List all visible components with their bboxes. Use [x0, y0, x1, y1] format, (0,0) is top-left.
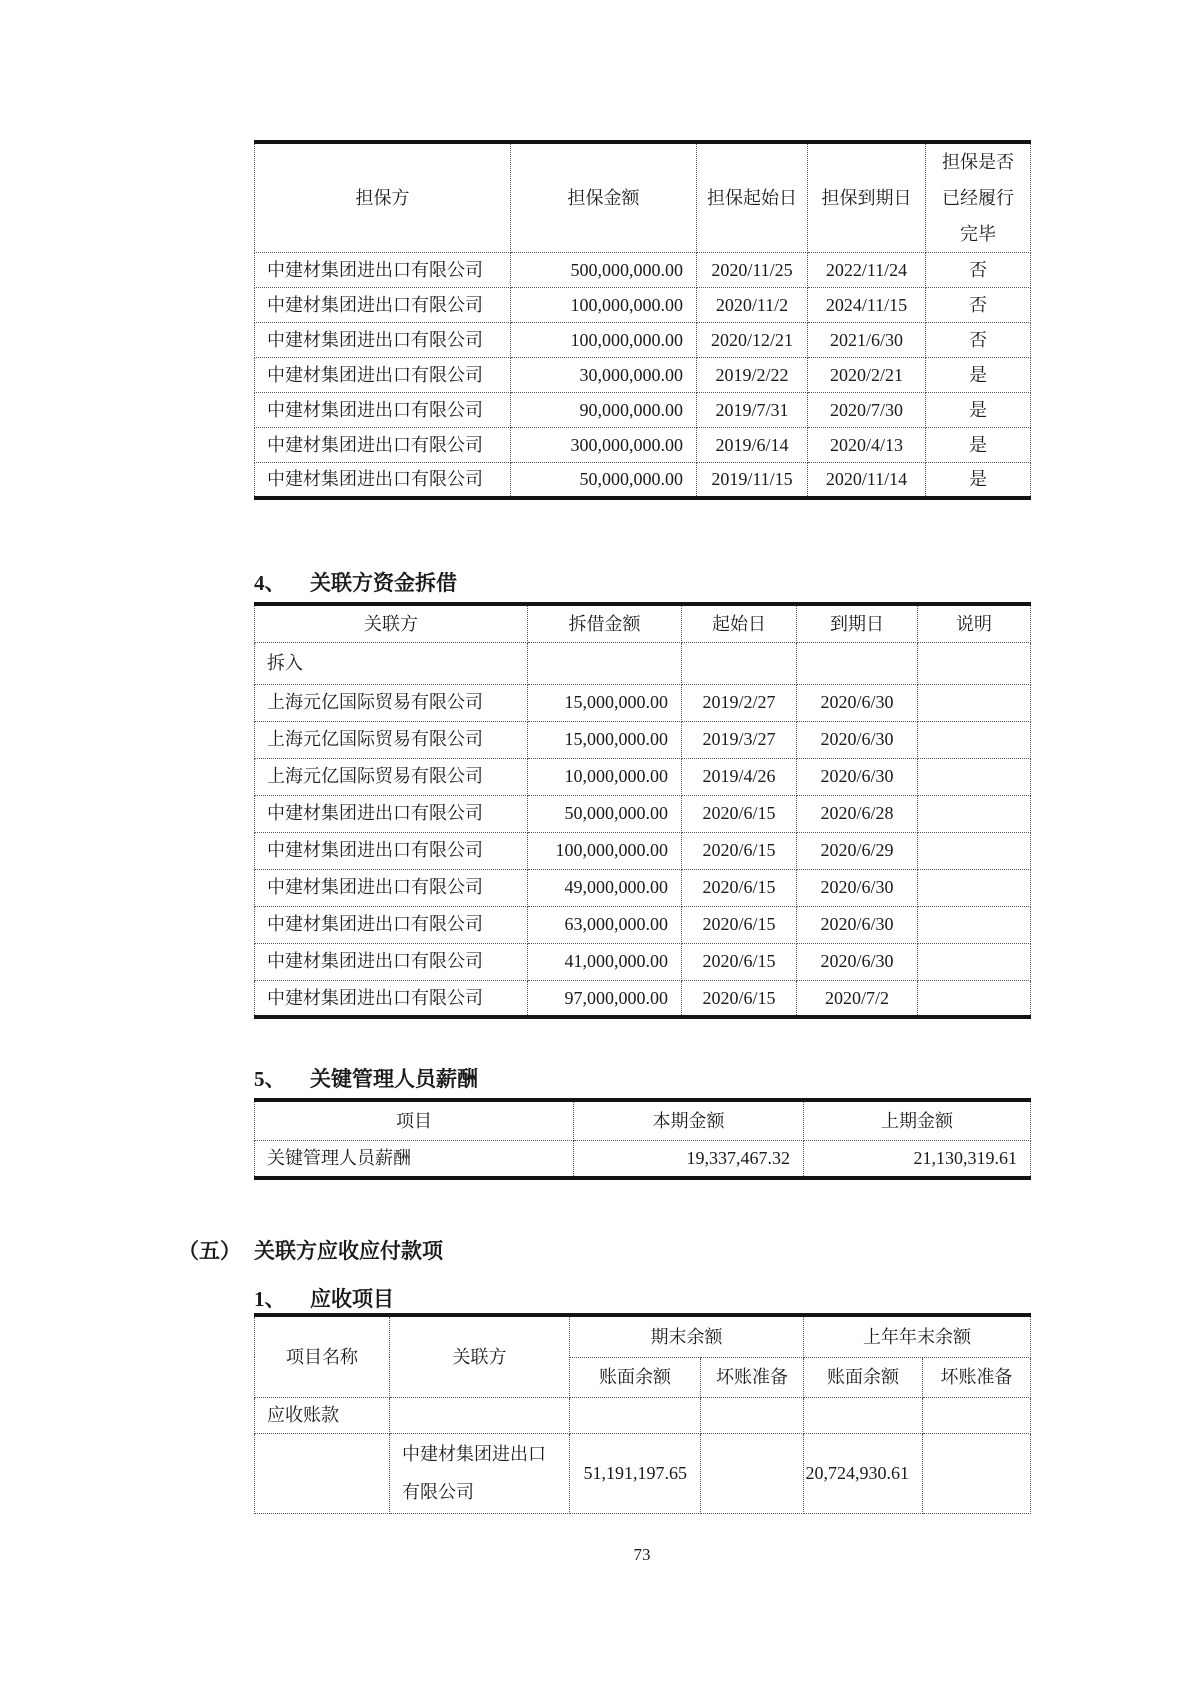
cell-fulfilled: 否: [926, 323, 1031, 358]
cell-end-date: 2020/6/30: [797, 758, 918, 795]
header-line: 已经履行: [942, 188, 1014, 208]
cell-end-date: 2020/6/30: [797, 906, 918, 943]
cell-note: [918, 721, 1031, 758]
cell-prior-amount: 21,130,319.61: [804, 1140, 1031, 1178]
section-1-heading: [254, 1286, 394, 1312]
cell-party: 中建材集团进出口有限公司: [255, 832, 528, 869]
cell-end-date: 2020/7/30: [808, 393, 926, 428]
guarantee-table: [254, 140, 1031, 500]
cell-fulfilled: 是: [926, 393, 1031, 428]
cell-party: 中建材集团进出口有限公司: [255, 323, 511, 358]
cell-start-date: 2020/11/2: [697, 288, 808, 323]
cell-start-date: 2020/12/21: [697, 323, 808, 358]
cell-fulfilled: 否: [926, 288, 1031, 323]
cell-note: [918, 943, 1031, 980]
cell-start-date: 2019/2/27: [682, 684, 797, 721]
cell-start-date: 2019/7/31: [697, 393, 808, 428]
cell-end-date: 2020/11/14: [808, 463, 926, 498]
lending-header-party: 关联方: [255, 604, 528, 642]
cell-note: [918, 684, 1031, 721]
subheader-ending-book: 账面余额: [570, 1357, 701, 1397]
section-number: 1、: [254, 1287, 286, 1311]
guarantee-header-party: 担保方: [255, 142, 511, 253]
guarantee-row: [255, 428, 1031, 463]
cell-amount: 100,000,000.00: [511, 288, 697, 323]
cell-empty: [923, 1397, 1031, 1433]
cell-end-date: 2020/2/21: [808, 358, 926, 393]
cell-end-date: 2020/6/30: [797, 943, 918, 980]
header-line: 担保是否: [942, 152, 1014, 172]
receivables-row: [255, 1433, 1031, 1513]
cell-note: [918, 832, 1031, 869]
cell-category: 应收账款: [255, 1397, 390, 1433]
cell-prior-book-balance: 20,724,930.61: [804, 1433, 923, 1513]
cell-start-date: 2019/2/22: [697, 358, 808, 393]
cell-empty: [528, 642, 682, 684]
cell-note: [918, 906, 1031, 943]
lending-row: [255, 684, 1031, 721]
cell-fulfilled: 否: [926, 253, 1031, 288]
cell-start-date: 2019/3/27: [682, 721, 797, 758]
section-number: 5、: [254, 1067, 286, 1091]
lending-row: [255, 795, 1031, 832]
guarantee-row: [255, 358, 1031, 393]
section-five-heading: [178, 1238, 443, 1264]
cell-end-date: 2022/11/24: [808, 253, 926, 288]
cell-end-date: 2020/6/30: [797, 869, 918, 906]
cell-party: 上海元亿国际贸易有限公司: [255, 684, 528, 721]
receivables-header-prior-group: 上年年末余额: [804, 1315, 1031, 1357]
cell-party: 上海元亿国际贸易有限公司: [255, 758, 528, 795]
cell-ending-book-balance: 51,191,197.65: [570, 1433, 701, 1513]
cell-party: 中建材集团进出口有限公司: [255, 906, 528, 943]
party-line: 中建材集团进出口: [402, 1444, 546, 1464]
cell-amount: 15,000,000.00: [528, 684, 682, 721]
receivables-header-row-groups: [255, 1315, 1031, 1357]
lending-row: [255, 943, 1031, 980]
cell-group-label: 拆入: [255, 642, 528, 684]
lending-row: [255, 758, 1031, 795]
section-title: 关联方应收应付款项: [254, 1239, 443, 1263]
cell-party: 中建材集团进出口有限公司: [255, 795, 528, 832]
cell-party: 中建材集团进出口有限公司: [255, 288, 511, 323]
cell-start-date: 2020/11/25: [697, 253, 808, 288]
cell-amount: 50,000,000.00: [528, 795, 682, 832]
cell-empty: [804, 1397, 923, 1433]
cell-start-date: 2020/6/15: [682, 943, 797, 980]
cell-end-date: 2020/6/28: [797, 795, 918, 832]
cell-ending-bad-debt: [701, 1433, 804, 1513]
lending-group-row: [255, 642, 1031, 684]
subheader-prior-bad: 坏账准备: [923, 1357, 1031, 1397]
compensation-header-prior: 上期金额: [804, 1100, 1031, 1140]
lending-row: [255, 721, 1031, 758]
cell-party: 中建材集团进出口有限公司: [255, 253, 511, 288]
subheader-ending-bad: 坏账准备: [701, 1357, 804, 1397]
cell-party: 中建材集团进出口有限公司: [255, 393, 511, 428]
receivables-header-item: 项目名称: [255, 1315, 390, 1397]
cell-fulfilled: 是: [926, 428, 1031, 463]
cell-amount: 90,000,000.00: [511, 393, 697, 428]
compensation-header-current: 本期金额: [574, 1100, 804, 1140]
cell-party: 中建材集团进出口有限公司: [255, 943, 528, 980]
cell-empty: [797, 642, 918, 684]
guarantee-row: [255, 393, 1031, 428]
receivables-header-ending-group: 期末余额: [570, 1315, 804, 1357]
cell-note: [918, 795, 1031, 832]
cell-amount: 30,000,000.00: [511, 358, 697, 393]
cell-party: 中建材集团进出口有限公司: [255, 463, 511, 498]
section-number: 4、: [254, 571, 286, 595]
cell-end-date: 2021/6/30: [808, 323, 926, 358]
section-4-heading: [254, 570, 457, 596]
cell-fulfilled: 是: [926, 358, 1031, 393]
subheader-prior-book: 账面余额: [804, 1357, 923, 1397]
cell-amount: 100,000,000.00: [528, 832, 682, 869]
cell-fulfilled: 是: [926, 463, 1031, 498]
guarantee-header-end: 担保到期日: [808, 142, 926, 253]
lending-header-amount: 拆借金额: [528, 604, 682, 642]
cell-amount: 63,000,000.00: [528, 906, 682, 943]
guarantee-header-start: 担保起始日: [697, 142, 808, 253]
guarantee-row: [255, 288, 1031, 323]
cell-party: [390, 1433, 570, 1513]
section-title: 关键管理人员薪酬: [310, 1067, 478, 1091]
cell-item: 关键管理人员薪酬: [255, 1140, 574, 1178]
cell-start-date: 2019/4/26: [682, 758, 797, 795]
cell-current-amount: 19,337,467.32: [574, 1140, 804, 1178]
page-number: 73: [633, 1545, 651, 1564]
cell-empty: [701, 1397, 804, 1433]
cell-amount: 15,000,000.00: [528, 721, 682, 758]
lending-row: [255, 906, 1031, 943]
section-5-heading: [254, 1066, 478, 1092]
cell-prior-bad-debt: [923, 1433, 1031, 1513]
lending-header-row: [255, 604, 1031, 642]
cell-note: [918, 980, 1031, 1017]
cell-amount: 49,000,000.00: [528, 869, 682, 906]
header-line: 完毕: [960, 224, 996, 244]
cell-end-date: 2020/6/29: [797, 832, 918, 869]
section-title: 应收项目: [310, 1287, 394, 1311]
cell-start-date: 2019/11/15: [697, 463, 808, 498]
cell-empty: [570, 1397, 701, 1433]
lending-header-note: 说明: [918, 604, 1031, 642]
cell-start-date: 2020/6/15: [682, 869, 797, 906]
cell-end-date: 2020/6/30: [797, 721, 918, 758]
receivables-category-row: [255, 1397, 1031, 1433]
cell-amount: 300,000,000.00: [511, 428, 697, 463]
cell-party: 中建材集团进出口有限公司: [255, 869, 528, 906]
lending-row: [255, 832, 1031, 869]
cell-note: [918, 758, 1031, 795]
cell-end-date: 2020/6/30: [797, 684, 918, 721]
cell-note: [918, 869, 1031, 906]
cell-empty: [918, 642, 1031, 684]
cell-amount: 97,000,000.00: [528, 980, 682, 1017]
guarantee-header-row: [255, 142, 1031, 253]
lending-row: [255, 980, 1031, 1017]
cell-amount: 41,000,000.00: [528, 943, 682, 980]
guarantee-row: [255, 463, 1031, 498]
cell-party: 上海元亿国际贸易有限公司: [255, 721, 528, 758]
cell-party: 中建材集团进出口有限公司: [255, 980, 528, 1017]
lending-row: [255, 869, 1031, 906]
compensation-table: [254, 1098, 1031, 1180]
cell-amount: 10,000,000.00: [528, 758, 682, 795]
compensation-row: [255, 1140, 1031, 1178]
lending-header-end: 到期日: [797, 604, 918, 642]
cell-start-date: 2020/6/15: [682, 832, 797, 869]
section-title: 关联方资金拆借: [310, 571, 457, 595]
cell-empty: [255, 1433, 390, 1513]
cell-start-date: 2020/6/15: [682, 795, 797, 832]
cell-end-date: 2020/4/13: [808, 428, 926, 463]
cell-party: 中建材集团进出口有限公司: [255, 428, 511, 463]
cell-amount: 500,000,000.00: [511, 253, 697, 288]
cell-start-date: 2019/6/14: [697, 428, 808, 463]
cell-end-date: 2020/7/2: [797, 980, 918, 1017]
compensation-header-row: [255, 1100, 1031, 1140]
cell-empty: [682, 642, 797, 684]
lending-table: [254, 602, 1031, 1019]
section-number: （五）: [178, 1239, 241, 1263]
cell-start-date: 2020/6/15: [682, 980, 797, 1017]
cell-amount: 100,000,000.00: [511, 323, 697, 358]
party-line: 有限公司: [402, 1482, 474, 1502]
receivables-table: [254, 1313, 1031, 1514]
guarantee-header-amount: 担保金额: [511, 142, 697, 253]
guarantee-row: [255, 253, 1031, 288]
lending-header-start: 起始日: [682, 604, 797, 642]
cell-amount: 50,000,000.00: [511, 463, 697, 498]
guarantee-row: [255, 323, 1031, 358]
cell-empty: [390, 1397, 570, 1433]
compensation-header-item: 项目: [255, 1100, 574, 1140]
cell-party: 中建材集团进出口有限公司: [255, 358, 511, 393]
receivables-header-party: 关联方: [390, 1315, 570, 1397]
cell-end-date: 2024/11/15: [808, 288, 926, 323]
cell-start-date: 2020/6/15: [682, 906, 797, 943]
guarantee-header-fulfilled: [926, 142, 1031, 253]
